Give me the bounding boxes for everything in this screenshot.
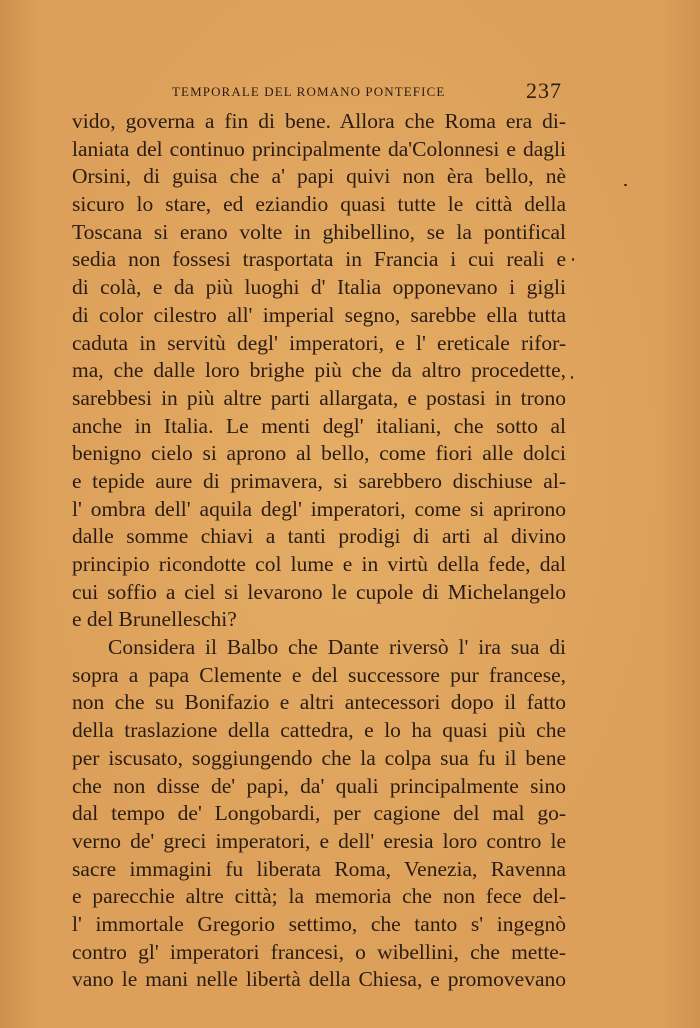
text-line: vano le mani nelle libertà della Chiesa, e promovevano: [72, 967, 566, 992]
paragraph-end-line: e del Brunelleschi?: [72, 607, 237, 632]
speck-mark: [624, 184, 627, 186]
text-line: sedia non fossesi trasportata in Francia i cui reali e: [72, 247, 566, 272]
text-line: cui soffio a ciel si levarono le cupole di Michelangelo: [72, 579, 566, 604]
text-line: dal tempo de' Longobardi, per cagione del mal go-: [72, 801, 566, 826]
text-line: l' immortale Gregorio settimo, che tanto s' ingegnò: [72, 911, 566, 936]
text-line: sarebbesi in più altre parti allargata, e postasi in trono: [72, 385, 566, 410]
text-line: benigno cielo si aprono al bello, come fiori alle dolci: [72, 441, 566, 466]
text-line: e tepide aure di primavera, si sarebbero dischiuse al-: [72, 468, 566, 493]
text-line: ma, che dalle loro brighe più che da altro procedette,: [72, 358, 566, 383]
text-line: contro gl' imperatori francesi, o wibellini, che mette-: [72, 939, 566, 964]
text-line: sacre immagini fu liberata Roma, Venezia, Ravenna: [72, 856, 566, 881]
text-line: anche in Italia. Le menti degl' italiani, che sotto al: [72, 413, 566, 438]
text-line: sopra a papa Clemente e del successore pur francese,: [72, 662, 566, 687]
text-line: caduta in servitù degl' imperatori, e l' ereticale rifor-: [72, 330, 566, 355]
text-line: dalle somme chiavi a tanti prodigi di arti al divino: [72, 524, 566, 549]
page-number: 237: [526, 78, 562, 103]
speck-mark: [571, 376, 573, 379]
running-title: TEMPORALE DEL ROMANO PONTEFICE: [172, 84, 446, 99]
text-line: laniata del continuo principalmente da'Colonnesi e dagli: [72, 136, 566, 161]
text-line: vido, governa a fin di bene. Allora che Roma era di-: [72, 109, 566, 133]
text-line: verno de' greci imperatori, e dell' eresia loro contro le: [72, 828, 566, 853]
text-line: della traslazione della cattedra, e lo ha quasi più che: [72, 718, 566, 743]
text-line: di colà, e da più luoghi d' Italia opponevano i gigli: [72, 275, 566, 300]
text-line: non che su Bonifazio e altri antecessori dopo il fatto: [72, 690, 566, 715]
text-line: per iscusato, soggiungendo che la colpa sua fu il bene: [72, 745, 566, 770]
text-line: Orsini, di guisa che a' papi quivi non èra bello, nè: [72, 164, 566, 189]
text-line: sicuro lo stare, ed eziandio quasi tutte le città della: [72, 192, 566, 217]
body-text: [72, 108, 566, 994]
paragraph-start-line: Considera il Balbo che Dante riversò l' ira sua di: [108, 635, 566, 660]
text-line: e parecchie altre città; la memoria che non fece del-: [72, 884, 566, 909]
text-line: Toscana si erano volte in ghibellino, se la pontifical: [72, 219, 566, 244]
speck-mark: [572, 258, 574, 261]
text-line: principio ricondotte col lume e in virtù della fede, dal: [72, 552, 566, 576]
text-line: l' ombra dell' aquila degl' imperatori, come si aprirono: [72, 496, 566, 521]
running-head: [172, 80, 562, 106]
text-line: di color cilestro all' imperial segno, sarebbe ella tutta: [72, 302, 566, 327]
text-line: che non disse de' papi, da' quali principalmente sino: [72, 773, 566, 798]
